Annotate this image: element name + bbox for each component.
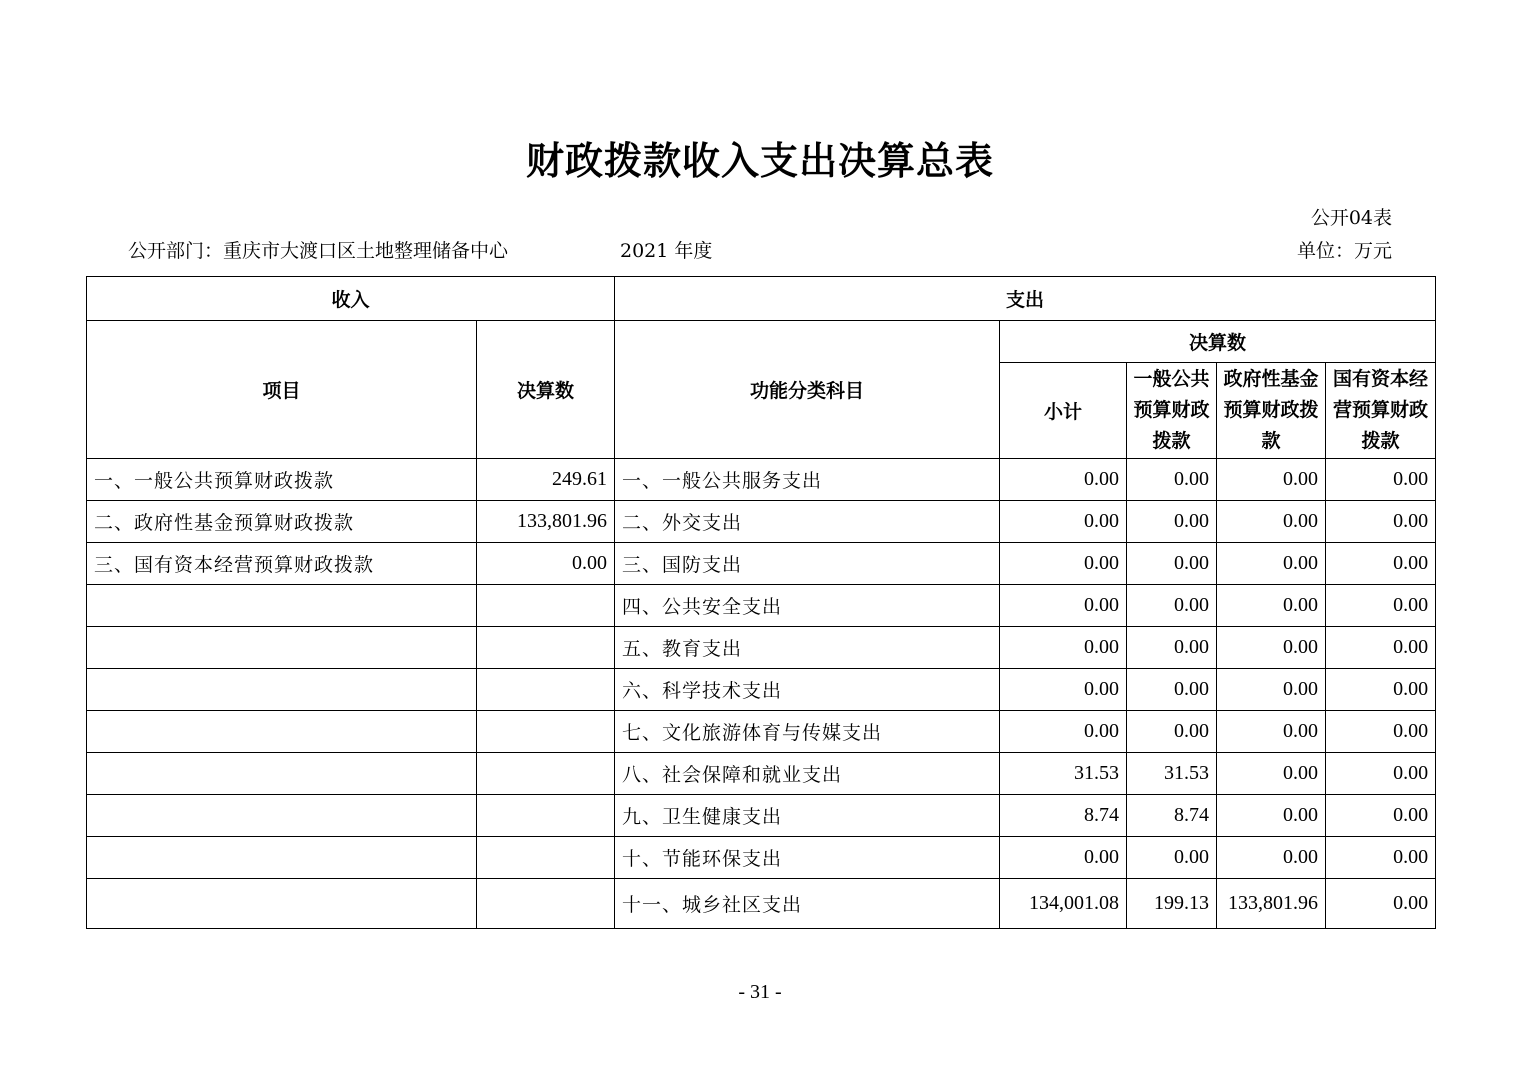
subtotal-cell: 134,001.08 [1000,879,1127,929]
table-row [87,459,1436,501]
income-item-cell: 三、国有资本经营预算财政拨款 [87,543,477,585]
state-capital-cell: 0.00 [1326,711,1436,753]
state-capital-cell: 0.00 [1326,669,1436,711]
category-cell: 六、科学技术支出 [615,669,1000,711]
income-amount-cell: 249.61 [477,459,615,501]
category-cell: 八、社会保障和就业支出 [615,753,1000,795]
department-label: 公开部门：重庆市大渡口区土地整理储备中心 [128,240,509,262]
subtotal-cell: 0.00 [1000,459,1127,501]
gov-fund-cell: 0.00 [1217,837,1326,879]
general-budget-cell: 0.00 [1127,711,1217,753]
subtotal-header: 小计 [1000,363,1127,459]
state-capital-cell: 0.00 [1326,585,1436,627]
gov-fund-cell: 0.00 [1217,795,1326,837]
income-amount-cell [477,879,615,929]
income-item-cell [87,711,477,753]
income-amount-cell [477,795,615,837]
page-number: - 31 - [738,981,782,1003]
general-budget-cell: 0.00 [1127,543,1217,585]
income-amount-cell: 133,801.96 [477,501,615,543]
state-capital-cell: 0.00 [1326,543,1436,585]
subtotal-cell: 8.74 [1000,795,1127,837]
category-cell: 七、文化旅游体育与传媒支出 [615,711,1000,753]
income-item-cell: 一、一般公共预算财政拨款 [87,459,477,501]
income-item-cell [87,669,477,711]
table-row [87,753,1436,795]
general-budget-cell: 31.53 [1127,753,1217,795]
subtotal-cell: 0.00 [1000,627,1127,669]
income-item-cell [87,879,477,929]
category-cell: 十、节能环保支出 [615,837,1000,879]
gov-fund-cell: 0.00 [1217,711,1326,753]
income-item-cell [87,627,477,669]
state-capital-header: 国有资本经营预算财政拨款 [1326,363,1436,459]
income-amount-cell [477,627,615,669]
category-cell: 十一、城乡社区支出 [615,879,1000,929]
state-capital-cell: 0.00 [1326,501,1436,543]
income-item-cell: 二、政府性基金预算财政拨款 [87,501,477,543]
category-cell: 五、教育支出 [615,627,1000,669]
income-amount-cell [477,753,615,795]
gov-fund-cell: 0.00 [1217,669,1326,711]
table-row [87,585,1436,627]
table-row [87,711,1436,753]
general-budget-cell: 199.13 [1127,879,1217,929]
general-budget-cell: 8.74 [1127,795,1217,837]
item-header: 项目 [87,321,477,459]
general-budget-cell: 0.00 [1127,585,1217,627]
amount-header: 决算数 [477,321,615,459]
unit-label: 单位：万元 [1296,240,1392,262]
category-header: 功能分类科目 [615,321,1000,459]
income-amount-cell: 0.00 [477,543,615,585]
income-header: 收入 [87,277,615,321]
form-number: 公开04表 [1310,207,1392,229]
income-amount-cell [477,837,615,879]
subtotal-cell: 0.00 [1000,837,1127,879]
table-row [87,627,1436,669]
gov-fund-cell: 133,801.96 [1217,879,1326,929]
income-amount-cell [477,711,615,753]
gov-fund-cell: 0.00 [1217,543,1326,585]
category-cell: 三、国防支出 [615,543,1000,585]
subtotal-cell: 0.00 [1000,711,1127,753]
income-item-cell [87,585,477,627]
state-capital-cell: 0.00 [1326,837,1436,879]
gov-fund-cell: 0.00 [1217,585,1326,627]
table-row [87,501,1436,543]
table-row [87,543,1436,585]
income-item-cell [87,753,477,795]
state-capital-cell: 0.00 [1326,879,1436,929]
expense-header: 支出 [615,277,1436,321]
page-title: 财政拨款收入支出决算总表 [525,139,994,183]
subtotal-cell: 0.00 [1000,585,1127,627]
subtotal-cell: 0.00 [1000,543,1127,585]
general-budget-cell: 0.00 [1127,459,1217,501]
table-row [87,879,1436,929]
subtotal-cell: 31.53 [1000,753,1127,795]
income-amount-cell [477,669,615,711]
gov-fund-header: 政府性基金预算财政拨款 [1217,363,1326,459]
subtotal-cell: 0.00 [1000,669,1127,711]
subtotal-cell: 0.00 [1000,501,1127,543]
income-item-cell [87,837,477,879]
state-capital-cell: 0.00 [1326,459,1436,501]
final-amount-header: 决算数 [1000,321,1436,363]
category-cell: 四、公共安全支出 [615,585,1000,627]
category-cell: 九、卫生健康支出 [615,795,1000,837]
table-row [87,795,1436,837]
category-cell: 一、一般公共服务支出 [615,459,1000,501]
table-row [87,837,1436,879]
general-budget-cell: 0.00 [1127,837,1217,879]
gov-fund-cell: 0.00 [1217,501,1326,543]
state-capital-cell: 0.00 [1326,627,1436,669]
general-budget-cell: 0.00 [1127,669,1217,711]
category-cell: 二、外交支出 [615,501,1000,543]
general-budget-cell: 0.00 [1127,627,1217,669]
income-amount-cell [477,585,615,627]
income-item-cell [87,795,477,837]
state-capital-cell: 0.00 [1326,753,1436,795]
gov-fund-cell: 0.00 [1217,459,1326,501]
gov-fund-cell: 0.00 [1217,627,1326,669]
fiscal-year: 2021 年度 [620,240,713,262]
general-budget-header: 一般公共预算财政拨款 [1127,363,1217,459]
budget-table [86,276,1436,929]
table-row [87,669,1436,711]
state-capital-cell: 0.00 [1326,795,1436,837]
gov-fund-cell: 0.00 [1217,753,1326,795]
general-budget-cell: 0.00 [1127,501,1217,543]
